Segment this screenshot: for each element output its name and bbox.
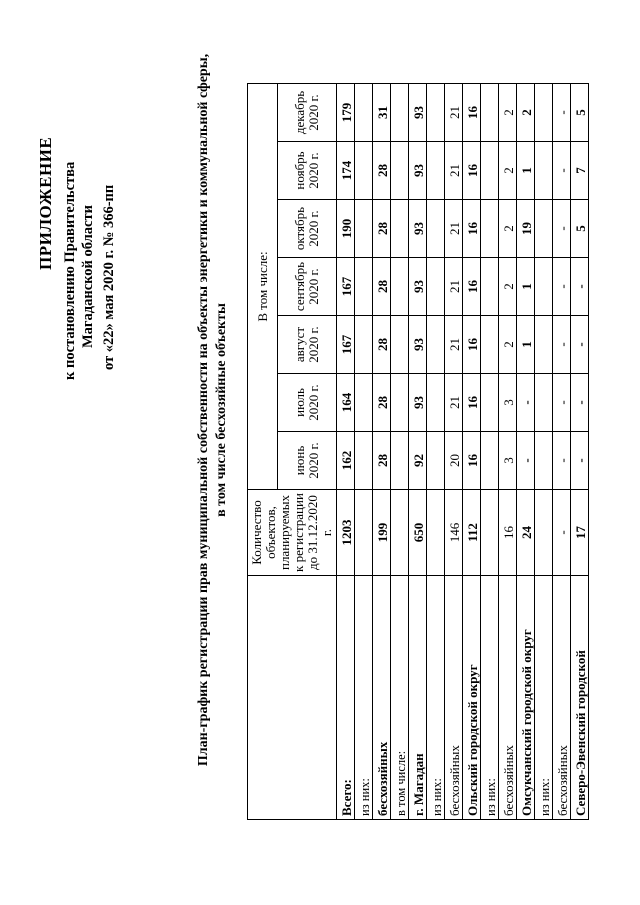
value-cell [391,432,409,490]
header-month-cell: сентябрь 2020 г. [278,258,337,316]
value-cell [535,374,553,432]
row-label-cell: бесхозяйных [445,576,463,820]
value-cell [481,374,499,432]
value-cell: 28 [373,142,391,200]
annex-title: ПРИЛОЖЕНИЕ [36,136,55,270]
table-row [463,84,481,820]
value-cell [481,432,499,490]
value-cell [535,142,553,200]
value-cell: 28 [373,316,391,374]
header-month-cell: июнь 2020 г. [278,432,337,490]
table-header-row [248,84,278,820]
value-cell: - [553,258,571,316]
row-label-cell: г. Магадан [409,576,427,820]
value-cell [427,490,445,576]
header-month-cell: июль 2020 г. [278,374,337,432]
value-cell: 17 [571,490,589,576]
registration-plan-table [247,83,589,820]
value-cell [535,84,553,142]
value-cell [427,84,445,142]
table-row [553,84,571,820]
value-cell: 16 [463,316,481,374]
row-label-cell: Ольский городской округ [463,576,481,820]
value-cell: 28 [373,432,391,490]
value-cell: 16 [463,84,481,142]
annex-date-line: от «22» мая 2020 г. № 366-пп [101,184,117,370]
value-cell: - [553,200,571,258]
value-cell: - [517,374,535,432]
header-month-cell: октябрь 2020 г. [278,200,337,258]
value-cell [391,84,409,142]
value-cell: 21 [445,258,463,316]
value-cell: 179 [337,84,355,142]
plan-title: План-график регистрации прав муниципальной собственности на объекты энергетики и коммунальной сферы, [196,53,211,767]
value-cell: - [571,432,589,490]
value-cell [535,432,553,490]
value-cell: - [553,84,571,142]
plan-subtitle: в том числе бесхозяйные объекты [214,303,229,517]
value-cell: 21 [445,142,463,200]
value-cell: 2 [499,316,517,374]
table-row [481,84,499,820]
value-cell [391,374,409,432]
value-cell: 2 [499,200,517,258]
value-cell: - [553,432,571,490]
value-cell [427,316,445,374]
value-cell: 146 [445,490,463,576]
value-cell: - [517,432,535,490]
value-cell: 2 [499,84,517,142]
value-cell: 93 [409,200,427,258]
row-label-cell: из них: [481,576,499,820]
value-cell: 3 [499,374,517,432]
value-cell: 21 [445,84,463,142]
value-cell: 92 [409,432,427,490]
row-label-cell: из них: [355,576,373,820]
value-cell [427,374,445,432]
value-cell: 16 [463,374,481,432]
value-cell: 28 [373,374,391,432]
value-cell: 21 [445,200,463,258]
value-cell: 16 [463,432,481,490]
row-label-cell: бесхозяйных [553,576,571,820]
value-cell: 162 [337,432,355,490]
value-cell [355,316,373,374]
value-cell [391,142,409,200]
value-cell [391,490,409,576]
value-cell [355,258,373,316]
value-cell [427,432,445,490]
value-cell: 21 [445,316,463,374]
value-cell: 93 [409,258,427,316]
value-cell: 7 [571,142,589,200]
value-cell: 93 [409,316,427,374]
value-cell: 1203 [337,490,355,576]
row-label-cell: из них: [427,576,445,820]
value-cell [535,316,553,374]
row-label-cell: в том числе: [391,576,409,820]
value-cell [481,84,499,142]
value-cell: - [553,490,571,576]
value-cell: 2 [499,142,517,200]
table-row [391,84,409,820]
value-cell: 24 [517,490,535,576]
row-label-cell: из них: [535,576,553,820]
header-month-cell: август 2020 г. [278,316,337,374]
value-cell: 28 [373,200,391,258]
value-cell: - [553,142,571,200]
row-label-cell: Северо-Эвенский городской [571,576,589,820]
value-cell: - [571,258,589,316]
value-cell: 112 [463,490,481,576]
value-cell [355,374,373,432]
value-cell: - [553,374,571,432]
value-cell: 1 [517,142,535,200]
value-cell: 2 [499,258,517,316]
value-cell: 21 [445,374,463,432]
value-cell: 167 [337,316,355,374]
value-cell [481,200,499,258]
row-label-cell: Омсукчанский городской округ [517,576,535,820]
value-cell [355,84,373,142]
value-cell: 93 [409,84,427,142]
value-cell [355,200,373,258]
value-cell: - [571,316,589,374]
value-cell: 16 [463,258,481,316]
table-row [337,84,355,820]
value-cell: 31 [373,84,391,142]
value-cell [355,490,373,576]
value-cell: 3 [499,432,517,490]
value-cell [481,490,499,576]
value-cell: 650 [409,490,427,576]
table-row [535,84,553,820]
value-cell: 16 [463,142,481,200]
value-cell: 1 [517,316,535,374]
table-row [517,84,535,820]
header-count-cell: Количество объектов, планируемых к регистрации до 31.12.2020 г. [248,490,337,576]
value-cell [481,142,499,200]
table-row [355,84,373,820]
value-cell: 5 [571,84,589,142]
header-including-cell: В том числе: [248,84,278,490]
value-cell: - [571,374,589,432]
value-cell: - [553,316,571,374]
table-row [409,84,427,820]
table-row [445,84,463,820]
value-cell [535,258,553,316]
value-cell [535,200,553,258]
annex-decree-line: к постановлению Правительства [62,161,78,380]
value-cell: 5 [571,200,589,258]
value-cell: 167 [337,258,355,316]
value-cell [481,258,499,316]
row-label-cell: Всего: [337,576,355,820]
value-cell: 28 [373,258,391,316]
row-label-cell: бесхозяйных [499,576,517,820]
value-cell: 19 [517,200,535,258]
value-cell: 1 [517,258,535,316]
value-cell: 174 [337,142,355,200]
value-cell [391,200,409,258]
value-cell: 164 [337,374,355,432]
table-row [427,84,445,820]
value-cell [391,258,409,316]
value-cell [427,142,445,200]
value-cell [535,490,553,576]
header-blank-cell [248,576,337,820]
value-cell: 16 [463,200,481,258]
value-cell [481,316,499,374]
value-cell: 16 [499,490,517,576]
value-cell: 2 [517,84,535,142]
value-cell: 20 [445,432,463,490]
value-cell [355,432,373,490]
value-cell: 190 [337,200,355,258]
value-cell [355,142,373,200]
header-month-cell: ноябрь 2020 г. [278,142,337,200]
value-cell: 93 [409,374,427,432]
value-cell: 199 [373,490,391,576]
table-row [571,84,589,820]
table-row [499,84,517,820]
annex-region-line: Магаданской области [80,205,96,348]
value-cell [427,258,445,316]
value-cell [427,200,445,258]
row-label-cell: бесхозяйных [373,576,391,820]
header-month-cell: декабрь 2020 г. [278,84,337,142]
value-cell: 93 [409,142,427,200]
value-cell [391,316,409,374]
table-row [373,84,391,820]
